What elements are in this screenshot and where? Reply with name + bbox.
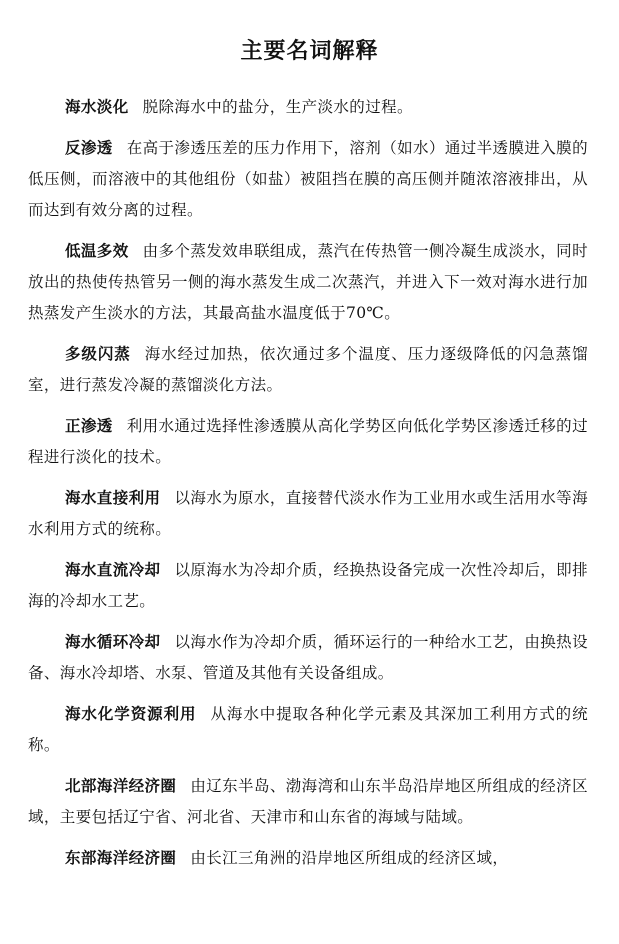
entry-term: 海水循环冷却 xyxy=(65,633,161,651)
entry-term: 多级闪蒸 xyxy=(65,345,131,363)
entry-definition: 以海水作为冷却介质，循环运行的一种给水工艺，由换热设备、海水冷却塔、水泵、管道及其他有关设备组成。 xyxy=(28,633,588,682)
glossary-entry xyxy=(28,133,588,226)
entry-term: 北部海洋经济圈 xyxy=(65,777,177,795)
entry-definition: 海水经过加热，依次通过多个温度、压力逐级降低的闪急蒸馏室，进行蒸发冷凝的蒸馏淡化方法。 xyxy=(28,345,588,394)
glossary-entry xyxy=(28,92,588,123)
entry-definition: 以海水为原水，直接替代淡水作为工业用水或生活用水等海水利用方式的统称。 xyxy=(28,489,588,538)
entry-term: 反渗透 xyxy=(65,139,113,157)
glossary-entry xyxy=(28,843,588,874)
entry-term: 海水直流冷却 xyxy=(65,561,161,579)
glossary-entry xyxy=(28,339,588,401)
entry-definition: 由长江三角洲的沿岸地区所组成的经济区域， xyxy=(190,849,509,867)
entry-term: 东部海洋经济圈 xyxy=(65,849,177,867)
entry-term: 正渗透 xyxy=(65,417,113,435)
entry-definition: 脱除海水中的盐分，生产淡水的过程。 xyxy=(142,98,413,116)
entry-definition: 由辽东半岛、渤海湾和山东半岛沿岸地区所组成的经济区域，主要包括辽宁省、河北省、天津市和山东省的海域与陆域。 xyxy=(28,777,588,826)
entry-term: 海水淡化 xyxy=(65,98,129,116)
entry-definition: 从海水中提取各种化学元素及其深加工利用方式的统称。 xyxy=(28,705,589,754)
entry-term: 低温多效 xyxy=(65,242,129,260)
entry-definition: 由多个蒸发效串联组成，蒸汽在传热管一侧冷凝生成淡水，同时放出的热使传热管另一侧的海水蒸发生成二次蒸汽，并进入下一效对海水进行加热蒸发产生淡水的方法，其最高盐水温度低于70℃。 xyxy=(28,242,588,322)
glossary-entry xyxy=(28,771,588,833)
glossary-entry xyxy=(28,411,588,473)
entry-definition: 在高于渗透压差的压力作用下，溶剂（如水）通过半透膜进入膜的低压侧，而溶液中的其他组份（如盐）被阻挡在膜的高压侧并随浓溶液排出，从而达到有效分离的过程。 xyxy=(28,139,588,219)
entry-definition: 以原海水为冷却介质，经换热设备完成一次性冷却后，即排海的冷却水工艺。 xyxy=(28,561,588,610)
entry-term: 海水化学资源利用 xyxy=(65,705,197,723)
glossary-entry xyxy=(28,483,588,545)
entry-definition: 利用水通过选择性渗透膜从高化学势区向低化学势区渗透迁移的过程进行淡化的技术。 xyxy=(28,417,588,466)
glossary-entry xyxy=(28,555,588,617)
glossary-entry xyxy=(28,699,588,761)
glossary-list xyxy=(28,92,588,884)
glossary-entry xyxy=(28,236,588,329)
glossary-entry xyxy=(28,627,588,689)
entry-term: 海水直接利用 xyxy=(65,489,161,507)
page-title: 主要名词解释 xyxy=(240,39,379,64)
